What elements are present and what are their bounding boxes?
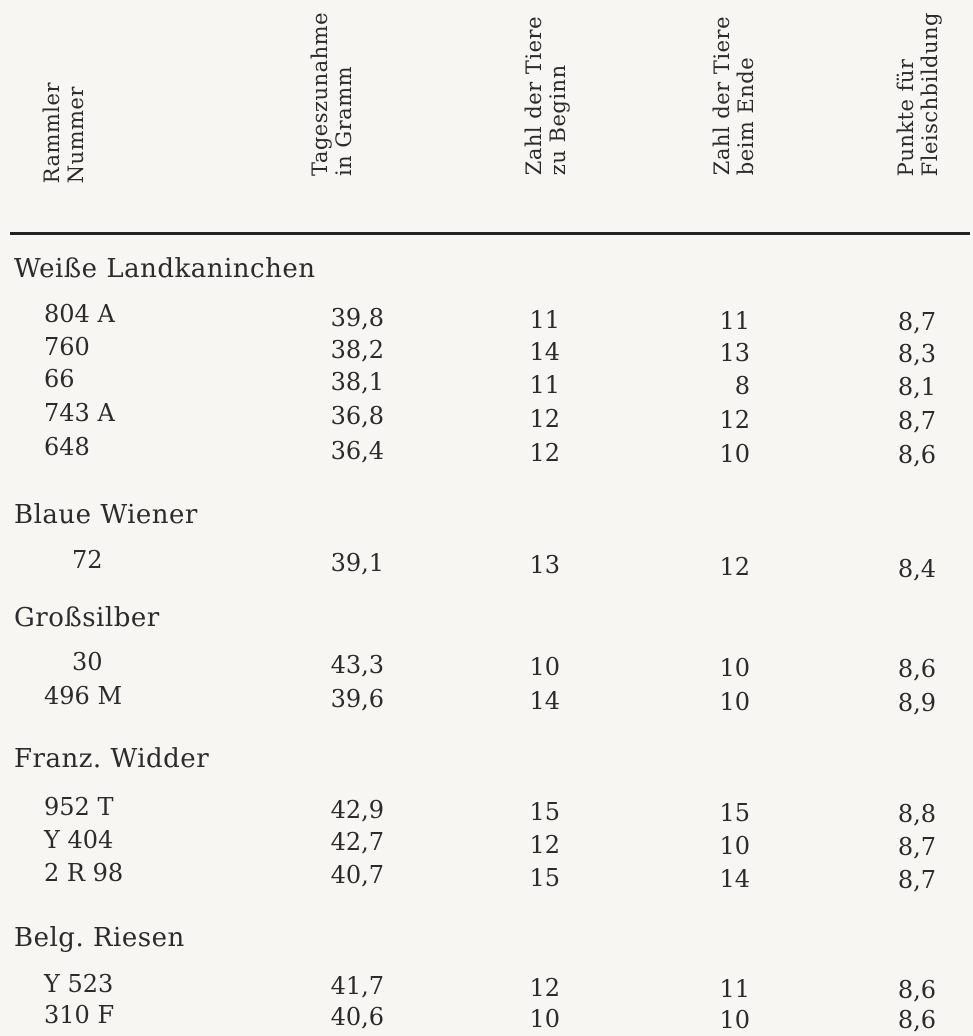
header-line: Fleischbildung	[918, 12, 942, 177]
cell-end: 8	[734, 372, 750, 400]
cell-start: 10	[529, 1005, 560, 1033]
header-rammler-nummer	[40, 82, 88, 183]
cell-points: 8,9	[897, 689, 936, 717]
group-title: Blaue Wiener	[14, 500, 198, 530]
header-line: Rammler	[40, 82, 64, 184]
cell-end: 13	[719, 339, 750, 367]
cell-end: 12	[719, 553, 750, 581]
cell-id: 648	[44, 433, 90, 461]
cell-start: 11	[529, 306, 560, 334]
cell-points: 8,7	[897, 833, 936, 861]
header-line: in Gramm	[332, 65, 356, 177]
cell-points: 8,6	[897, 976, 936, 1004]
cell-gain: 40,6	[330, 1003, 384, 1031]
cell-gain: 36,8	[330, 402, 384, 430]
cell-start: 15	[529, 798, 560, 826]
cell-start: 13	[529, 551, 560, 579]
cell-gain: 43,3	[330, 651, 384, 679]
cell-start: 11	[529, 371, 560, 399]
cell-points: 8,7	[897, 866, 936, 894]
cell-end: 10	[719, 1006, 750, 1034]
cell-id: 310 F	[44, 1001, 115, 1029]
header-line: zu Beginn	[546, 64, 570, 176]
cell-end: 11	[719, 307, 750, 335]
cell-gain: 39,8	[330, 304, 384, 332]
header-line: Zahl der Tiere	[522, 16, 546, 176]
cell-gain: 38,1	[330, 368, 384, 396]
cell-gain: 42,7	[330, 828, 384, 856]
cell-start: 12	[529, 974, 560, 1002]
cell-points: 8,8	[897, 800, 936, 828]
cell-id: Y 404	[44, 826, 114, 854]
header-zahl-ende	[710, 16, 758, 175]
cell-end: 10	[719, 440, 750, 468]
cell-gain: 38,2	[330, 336, 384, 364]
cell-gain: 42,9	[330, 796, 384, 824]
header-line: beim Ende	[734, 56, 758, 176]
cell-start: 15	[529, 864, 560, 892]
cell-id: 760	[44, 333, 90, 361]
cell-points: 8,1	[897, 373, 936, 401]
cell-id: 804 A	[44, 300, 115, 328]
cell-points: 8,4	[897, 555, 936, 583]
cell-end: 11	[719, 975, 750, 1003]
header-punkte	[894, 12, 942, 176]
group-title: Weiße Landkaninchen	[14, 254, 316, 284]
cell-points: 8,6	[897, 1006, 936, 1034]
cell-start: 14	[529, 687, 560, 715]
group-title: Franz. Widder	[14, 744, 210, 774]
group-title: Belg. Riesen	[14, 923, 185, 953]
cell-gain: 41,7	[330, 972, 384, 1000]
cell-points: 8,6	[897, 441, 936, 469]
cell-points: 8,7	[897, 407, 936, 435]
cell-start: 12	[529, 831, 560, 859]
cell-end: 15	[719, 799, 750, 827]
cell-start: 10	[529, 653, 560, 681]
header-line: Punkte für	[894, 58, 918, 177]
header-rule	[10, 232, 970, 235]
cell-gain: 39,6	[330, 685, 384, 713]
header-line: Tageszunahme	[308, 12, 332, 177]
cell-gain: 36,4	[330, 437, 384, 465]
cell-id: 66	[44, 365, 75, 393]
cell-points: 8,6	[897, 655, 936, 683]
cell-id: 30	[72, 648, 103, 676]
cell-start: 12	[529, 405, 560, 433]
cell-id: Y 523	[44, 970, 114, 998]
header-line: Nummer	[64, 86, 88, 184]
cell-end: 10	[719, 832, 750, 860]
cell-id: 496 M	[44, 682, 123, 710]
cell-gain: 39,1	[330, 549, 384, 577]
cell-points: 8,7	[897, 308, 936, 336]
cell-id: 743 A	[44, 399, 115, 427]
header-zahl-beginn	[522, 16, 570, 175]
cell-start: 14	[529, 338, 560, 366]
cell-id: 2 R 98	[44, 859, 124, 887]
cell-end: 14	[719, 865, 750, 893]
cell-id: 952 T	[44, 793, 114, 821]
cell-end: 10	[719, 688, 750, 716]
header-tageszunahme	[308, 12, 356, 176]
group-title: Großsilber	[14, 603, 160, 633]
cell-start: 12	[529, 439, 560, 467]
cell-end: 10	[719, 654, 750, 682]
cell-points: 8,3	[897, 340, 936, 368]
cell-gain: 40,7	[330, 861, 384, 889]
header-line: Zahl der Tiere	[710, 16, 734, 176]
cell-end: 12	[719, 406, 750, 434]
cell-id: 72	[72, 546, 103, 574]
